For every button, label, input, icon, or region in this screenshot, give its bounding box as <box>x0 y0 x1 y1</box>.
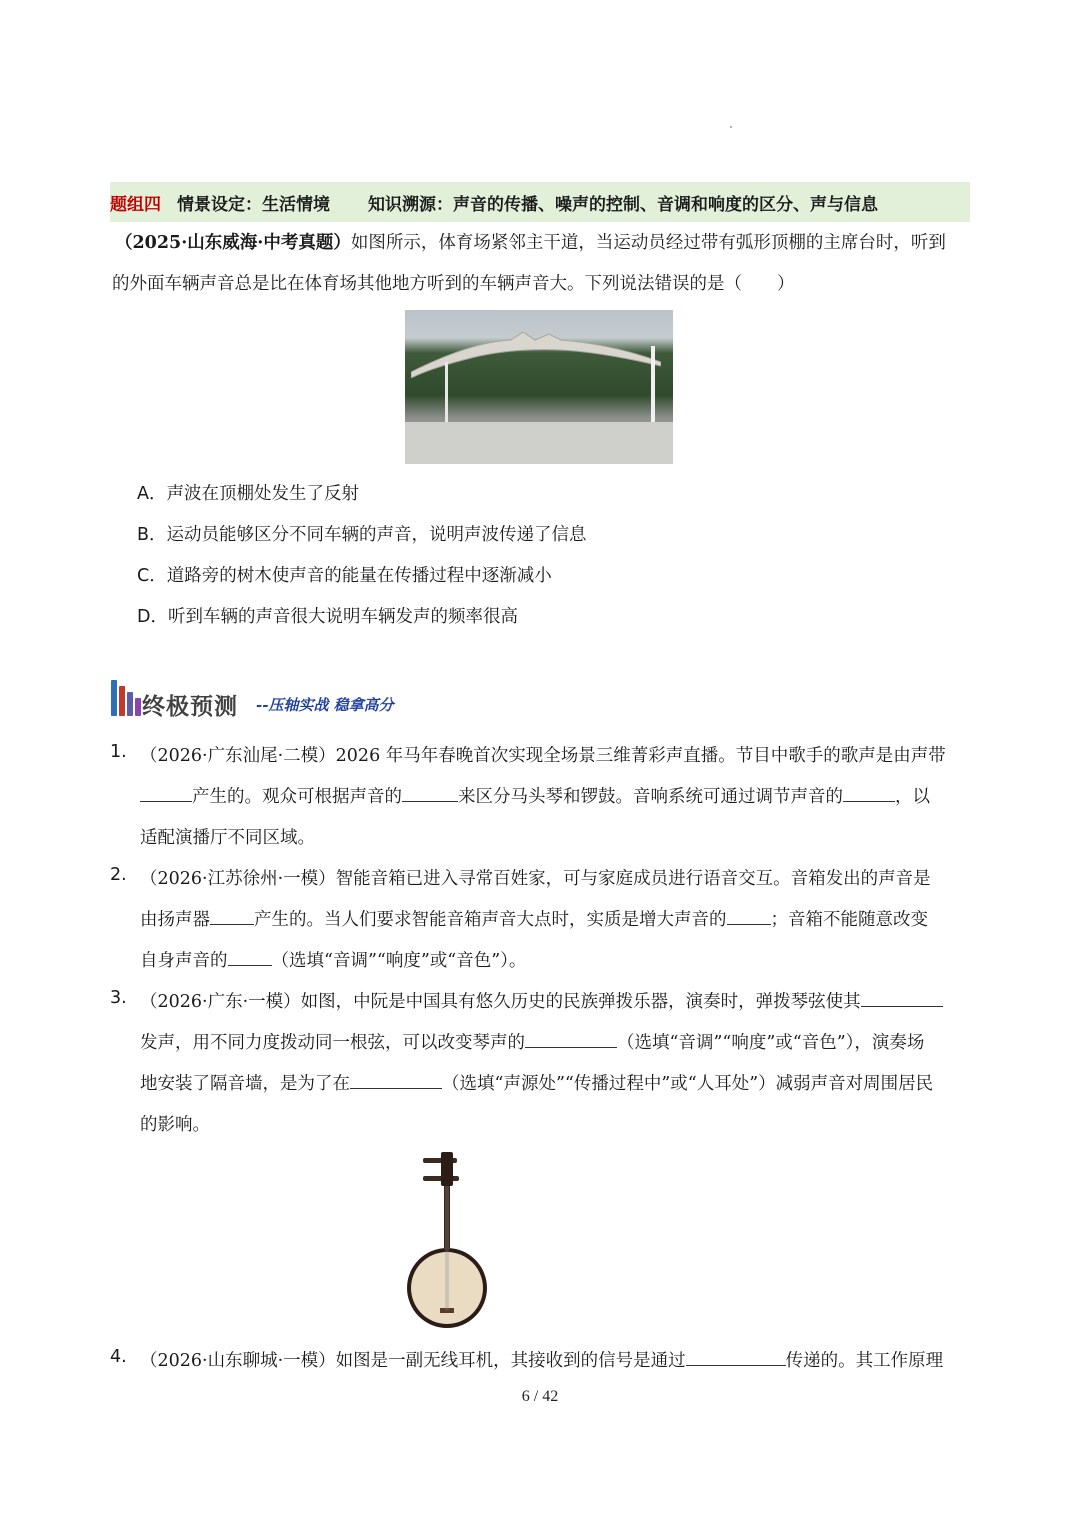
q3-text2b: （选填“音调”“响度”或“音色”），演奏场 <box>617 1033 925 1053</box>
books-icon <box>110 678 142 718</box>
q2-text2b: 产生的。当人们要求智能音箱声音大点时，实质是增大声音的 <box>254 910 727 930</box>
q1-text2a: 产生的。观众可根据声音的 <box>192 787 402 807</box>
stage-floor <box>405 422 673 464</box>
section-main-title: 终极预测 <box>142 694 238 720</box>
stadium-canopy-photo <box>405 310 673 464</box>
q3-line2 <box>140 1029 924 1054</box>
q4-number: 4. <box>110 1347 127 1367</box>
speck <box>730 126 732 128</box>
answer-blank[interactable] <box>727 908 771 925</box>
zhongruan-instrument-image <box>405 1148 495 1330</box>
group-scene: 情景设定：生活情境 <box>177 194 330 215</box>
question-top-line2: 的外面车辆声音总是比在体育场其他地方听到的车辆声音大。下列说法错误的是（ ） <box>112 274 795 294</box>
q1-line2 <box>140 783 930 808</box>
answer-blank[interactable] <box>861 990 943 1007</box>
q2-number: 2. <box>110 865 127 885</box>
q1-line3: 适配演播厅不同区域。 <box>140 828 315 848</box>
q2-text2c: ；音箱不能随意改变 <box>770 910 928 930</box>
q1-text2b: 来区分马头琴和锣鼓。音响系统可通过调节声音的 <box>458 787 843 807</box>
page-number: 6 / 42 <box>521 1388 559 1405</box>
q2-text2a: 由扬声器 <box>140 910 210 930</box>
answer-blank[interactable] <box>843 785 895 802</box>
answer-blank[interactable] <box>525 1031 617 1048</box>
q2-line3 <box>140 947 526 972</box>
question-top-source: （2025·山东威海·中考真题） <box>115 233 351 253</box>
option-a: A．声波在顶棚处发生了反射 <box>137 484 359 504</box>
q3-line1 <box>140 988 943 1013</box>
answer-blank[interactable] <box>210 908 254 925</box>
q2-line1: （2026·江苏徐州·一模）智能音箱已进入寻常百姓家，可与家庭成员进行语音交互。音箱发出的声音是 <box>140 869 931 889</box>
q3-text3b: （选填“声源处”“传播过程中”或“人耳处”）减弱声音对周围居民 <box>442 1074 934 1094</box>
group-source: 知识溯源：声音的传播、噪声的控制、音调和响度的区分、声与信息 <box>368 194 878 215</box>
q1-line1: （2026·广东汕尾·二模）2026 年马年春晚首次实现全场景三维菁彩声直播。节目中歌手的歌声是由声带 <box>140 746 946 766</box>
q3-text3a: 地安装了隔音墙，是为了在 <box>140 1074 350 1094</box>
canopy-shape <box>411 332 661 378</box>
group-tag: 题组四 <box>110 194 161 215</box>
q1-number: 1. <box>110 742 127 762</box>
q4-line1 <box>140 1347 943 1372</box>
answer-blank[interactable] <box>140 785 192 802</box>
q3-line3 <box>140 1070 933 1095</box>
canopy-pole-right <box>651 346 655 426</box>
option-c: C．道路旁的树木使声音的能量在传播过程中逐渐减小 <box>137 566 552 586</box>
q4-text1b: 传递的。其工作原理 <box>785 1351 944 1371</box>
q3-text2a: 发声，用不同力度拨动同一根弦，可以改变琴声的 <box>140 1033 525 1053</box>
section-subtitle: --压轴实战 稳拿高分 <box>256 696 394 714</box>
answer-blank[interactable] <box>686 1349 786 1366</box>
q3-text1: （2026·广东·一模）如图，中阮是中国具有悠久历史的民族弹拨乐器，演奏时，弹拨琴弦使其 <box>140 992 861 1012</box>
question-top-line1 <box>115 232 946 254</box>
q1-text2c: ，以 <box>895 787 930 807</box>
canopy-pole-left <box>445 362 448 422</box>
question-top-text1: 如图所示，体育场紧邻主干道，当运动员经过带有弧形顶棚的主席台时，听到 <box>350 233 946 253</box>
q4-text1a: （2026·山东聊城·一模）如图是一副无线耳机，其接收到的信号是通过 <box>140 1351 686 1371</box>
q3-line4: 的影响。 <box>140 1115 210 1135</box>
answer-blank[interactable] <box>228 949 272 966</box>
section-title <box>110 678 510 724</box>
q3-number: 3. <box>110 988 127 1008</box>
q2-text3b: （选填“音调”“响度”或“音色”）。 <box>271 951 527 971</box>
answer-blank[interactable] <box>402 785 458 802</box>
option-d: D．听到车辆的声音很大说明车辆发声的频率很高 <box>137 607 518 627</box>
answer-blank[interactable] <box>350 1072 442 1089</box>
q2-line2 <box>140 906 928 931</box>
option-b: B．运动员能够区分不同车辆的声音，说明声波传递了信息 <box>137 525 587 545</box>
group-header <box>110 182 970 222</box>
q2-text3a: 自身声音的 <box>140 951 228 971</box>
